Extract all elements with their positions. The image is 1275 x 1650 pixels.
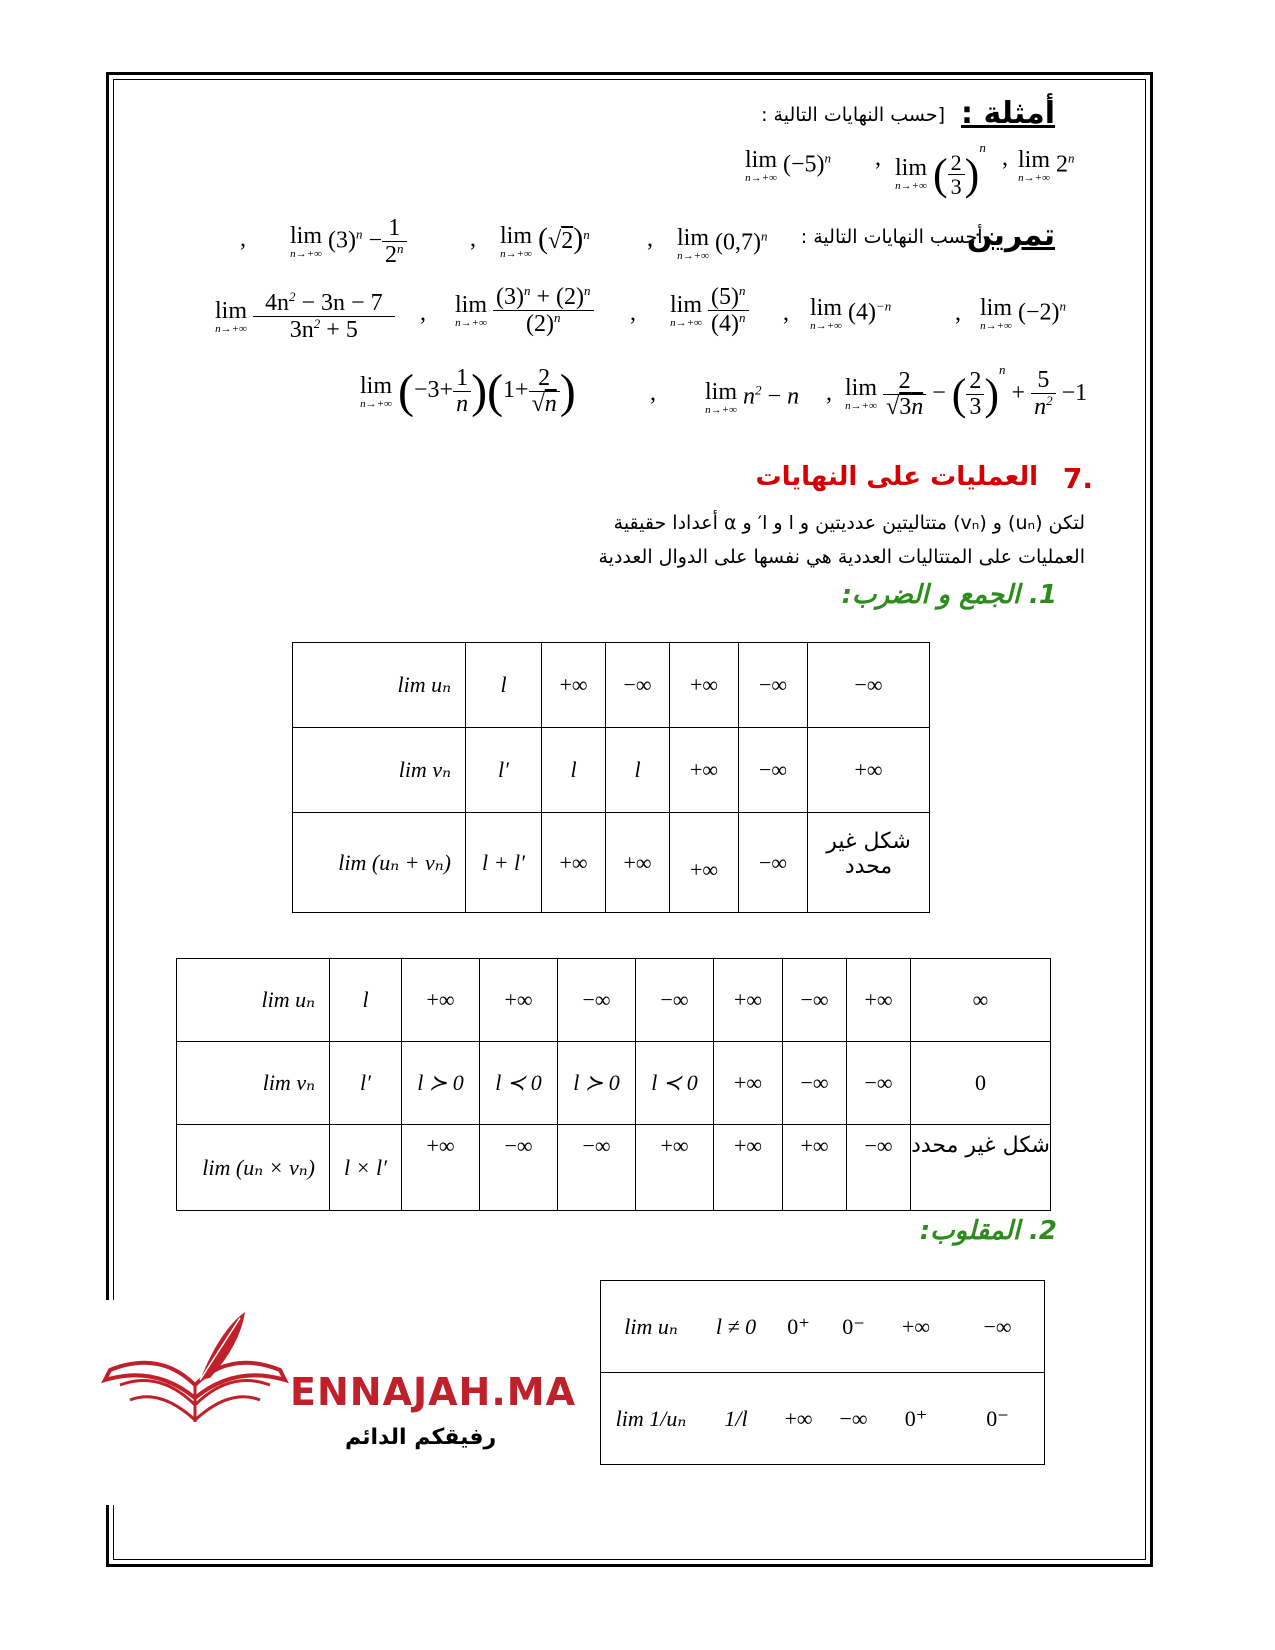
product-header-prod: lim (uₙ × vₙ) (177, 1125, 330, 1211)
table-cell: l′ (466, 728, 542, 813)
table-cell: l′ (330, 1042, 402, 1125)
table-cell: +∞ (783, 1125, 847, 1211)
example-limit-1: lim n→+∞ $(-5)^n$ (745, 147, 832, 184)
table-cell: −∞ (739, 813, 808, 913)
exercise-instruction: : أحسب النهايات التالية : (800, 226, 995, 248)
example-limit-2: lim n→+∞ ( $\frac{2}{3}$ )$^n$ (895, 140, 986, 199)
sum-table (292, 642, 930, 913)
example-limit-3-value: 2 (1056, 151, 1069, 178)
table-cell: +∞ (847, 959, 911, 1042)
table-cell: l × l′ (330, 1125, 402, 1211)
exercise-limit-combined: lim n→+∞ $\frac{2}{√3n}$ − ( $\frac{2}{3}$ )$^n$ + $\frac{5}{n^2}$ −1 (845, 362, 1088, 421)
exercise-limit-3n: lim n→+∞ $(3)^n$ − $\frac{1}{2^n}$ (290, 216, 407, 268)
table-cell: 0⁻ (826, 1281, 881, 1373)
table-cell: +∞ (606, 813, 670, 913)
table-cell: +∞ (714, 1125, 783, 1211)
table-cell: +∞ (670, 813, 739, 913)
table-cell: +∞ (402, 959, 480, 1042)
section7-title: العمليات على النهايات (755, 462, 1038, 492)
table-cell: ∞ (911, 959, 1051, 1042)
table-cell: +∞ (771, 1373, 826, 1465)
table-cell: −∞ (558, 959, 636, 1042)
table-cell: +∞ (670, 643, 739, 728)
table-cell: l ≺ 0 (636, 1042, 714, 1125)
indeterminate-form: شكل غير محدد (911, 1125, 1051, 1211)
table-cell: l ≻ 0 (402, 1042, 480, 1125)
book-feather-icon (100, 1310, 290, 1440)
table-cell: l (330, 959, 402, 1042)
example-limit-3: lim n→+∞ 2$^n$ (1018, 147, 1075, 184)
product-header-un: lim uₙ (177, 959, 330, 1042)
table-cell: −∞ (480, 1125, 558, 1211)
example-limit-1-value: (−5) (783, 151, 825, 178)
inverse-header-un: lim uₙ (601, 1281, 702, 1373)
table-cell: +∞ (714, 959, 783, 1042)
logo-tagline: رفيقكم الدائم (345, 1425, 497, 1450)
sum-header-vn: lim vₙ (293, 728, 466, 813)
table-cell: −∞ (739, 728, 808, 813)
exercise-limit-neg2-n: lim n→+∞ $(-2)^n$ (980, 295, 1067, 332)
exercise-limit-5n-over-4n: lim n→+∞ $\frac{(5)^n}{(4)^n}$ (670, 284, 749, 337)
table-cell: 0 (911, 1042, 1051, 1125)
sum-header-sum: lim (uₙ + vₙ) (293, 813, 466, 913)
inverse-header-inv: lim 1/uₙ (601, 1373, 702, 1465)
table-cell: −∞ (636, 959, 714, 1042)
product-header-vn: lim vₙ (177, 1042, 330, 1125)
table-cell: l (542, 728, 606, 813)
examples-title: أمثلة : (961, 96, 1055, 131)
exercise-limit-product: lim n→+∞ (−3+ $\frac{1}{n}$ )(1+ $\frac{2}{√n}$ ) (360, 364, 576, 418)
table-cell: −∞ (826, 1373, 881, 1465)
exercise-limit-0-7: lim n→+∞ $(0,7)^n$ (677, 225, 768, 262)
product-table (176, 958, 1051, 1211)
exercise-limit-sqrt2: lim n→+∞ $(√2)^n$ (500, 222, 590, 261)
table-cell: +∞ (542, 643, 606, 728)
table-cell: +∞ (636, 1125, 714, 1211)
table-cell: −∞ (847, 1042, 911, 1125)
exercise-title: تمرين (966, 218, 1055, 253)
examples-instruction: [حسب النهايات التالية : (761, 104, 945, 126)
table-cell: +∞ (402, 1125, 480, 1211)
table-cell: 0⁺ (881, 1373, 951, 1465)
table-cell: +∞ (881, 1281, 951, 1373)
exercise-limit-n2-minus-n: lim n→+∞ $n^2 - n$ (705, 379, 800, 416)
table-cell: −∞ (783, 1042, 847, 1125)
table-cell: −∞ (739, 643, 808, 728)
table-cell: l (466, 643, 542, 728)
table-cell: +∞ (808, 728, 930, 813)
table-cell: −∞ (847, 1125, 911, 1211)
table-cell: −∞ (558, 1125, 636, 1211)
sub1-title: 1. الجمع و الضرب: (841, 580, 1057, 610)
table-cell: l ≠ 0 (701, 1281, 771, 1373)
logo-name: ENNAJAH.MA (290, 1370, 576, 1414)
table-cell: −∞ (606, 643, 670, 728)
table-cell: +∞ (480, 959, 558, 1042)
exercise-limit-4-neg-n: lim n→+∞ $(4)^{-n}$ (810, 295, 892, 332)
indeterminate-form: شكل غير محدد (808, 813, 930, 913)
exercise-limit-sum-over-2n: lim n→+∞ $\frac{(3)^n + (2)^n}{(2)^n}$ (455, 284, 594, 337)
table-cell: 0⁻ (951, 1373, 1045, 1465)
table-cell: −∞ (808, 643, 930, 728)
section7-line1: لتكن (uₙ) و (vₙ) متتاليتين عدديتين و l و l′ و α أعدادا حقيقية (613, 512, 1085, 534)
table-cell: l ≻ 0 (558, 1042, 636, 1125)
section7-line2: العمليات على المتتاليات العددية هي نفسها على الدوال العددية (598, 546, 1085, 568)
table-cell: 1/l (701, 1373, 771, 1465)
table-cell: −∞ (951, 1281, 1045, 1373)
section7-number: 7. (1062, 462, 1093, 495)
table-cell: +∞ (542, 813, 606, 913)
table-cell: l (606, 728, 670, 813)
comma: , (875, 145, 881, 171)
sub2-title: 2. المقلوب: (919, 1216, 1057, 1246)
inverse-table (600, 1280, 1045, 1465)
table-cell: l + l′ (466, 813, 542, 913)
table-cell: 0⁺ (771, 1281, 826, 1373)
table-cell: +∞ (714, 1042, 783, 1125)
table-cell: −∞ (783, 959, 847, 1042)
table-cell: +∞ (670, 728, 739, 813)
comma: , (1002, 145, 1008, 171)
sum-header-un: lim uₙ (293, 643, 466, 728)
exercise-limit-rational: lim n→+∞ $\frac{4n^2 - 3n - 7}{3n^2 + 5}$ (215, 290, 395, 343)
table-cell: l ≺ 0 (480, 1042, 558, 1125)
